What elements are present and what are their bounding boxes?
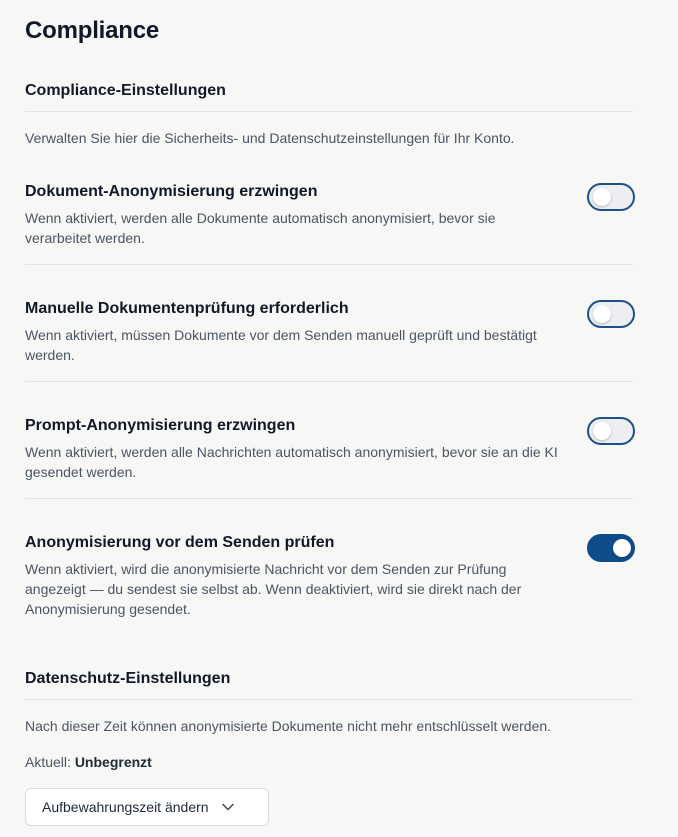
manual-document-review-toggle[interactable]	[587, 300, 635, 328]
setting-description: Wenn aktiviert, müssen Dokumente vor dem Senden manuell geprüft und bestätigt werden.	[25, 327, 537, 363]
document-anonymization-toggle[interactable]	[587, 183, 635, 211]
setting-review-before-send	[25, 533, 635, 619]
compliance-section-title: Compliance-Einstellungen	[25, 82, 226, 99]
retention-info-text: Nach dieser Zeit können anonymisierte Dokumente nicht mehr entschlüsselt werden.	[25, 718, 552, 734]
current-retention-value: Unbegrenzt	[74, 754, 152, 770]
current-retention	[25, 754, 152, 770]
privacy-section-divider	[25, 699, 633, 700]
setting-title: Prompt-Anonymisierung erzwingen	[25, 417, 296, 434]
setting-divider	[25, 264, 633, 265]
change-retention-button-label: Aufbewahrungszeit ändern	[42, 799, 209, 815]
setting-description: Wenn aktiviert, wird die anonymisierte Nachricht vor dem Senden zur Prüfung angezeigt — du sendest sie selbst ab. Wenn deaktiviert, wird sie direkt nach der Anonymisierung gesendet.	[25, 561, 522, 617]
setting-document-anonymization	[25, 182, 635, 248]
toggle-knob	[593, 422, 611, 440]
toggle-knob	[613, 539, 631, 557]
setting-prompt-anonymization	[25, 416, 635, 482]
setting-manual-document-review	[25, 299, 635, 365]
compliance-intro-text: Verwalten Sie hier die Sicherheits- und Datenschutzeinstellungen für Ihr Konto.	[25, 130, 515, 146]
setting-title: Dokument-Anonymisierung erzwingen	[25, 183, 318, 200]
current-retention-label: Aktuell:	[25, 754, 71, 770]
prompt-anonymization-toggle[interactable]	[587, 417, 635, 445]
setting-title: Manuelle Dokumentenprüfung erforderlich	[25, 300, 349, 317]
page-title: Compliance	[25, 17, 160, 44]
setting-description: Wenn aktiviert, werden alle Dokumente automatisch anonymisiert, bevor sie verarbeitet werden.	[25, 210, 496, 246]
change-retention-button[interactable]	[25, 788, 269, 826]
setting-title: Anonymisierung vor dem Senden prüfen	[25, 534, 335, 551]
compliance-section-divider	[25, 111, 633, 112]
setting-divider	[25, 381, 633, 382]
chevron-down-icon	[221, 800, 235, 814]
setting-description: Wenn aktiviert, werden alle Nachrichten automatisch anonymisiert, bevor sie an die KI gesendet werden.	[25, 444, 558, 480]
toggle-knob	[593, 305, 611, 323]
toggle-knob	[593, 188, 611, 206]
review-before-send-toggle[interactable]	[587, 534, 635, 562]
setting-divider	[25, 498, 633, 499]
privacy-section-title: Datenschutz-Einstellungen	[25, 670, 231, 687]
